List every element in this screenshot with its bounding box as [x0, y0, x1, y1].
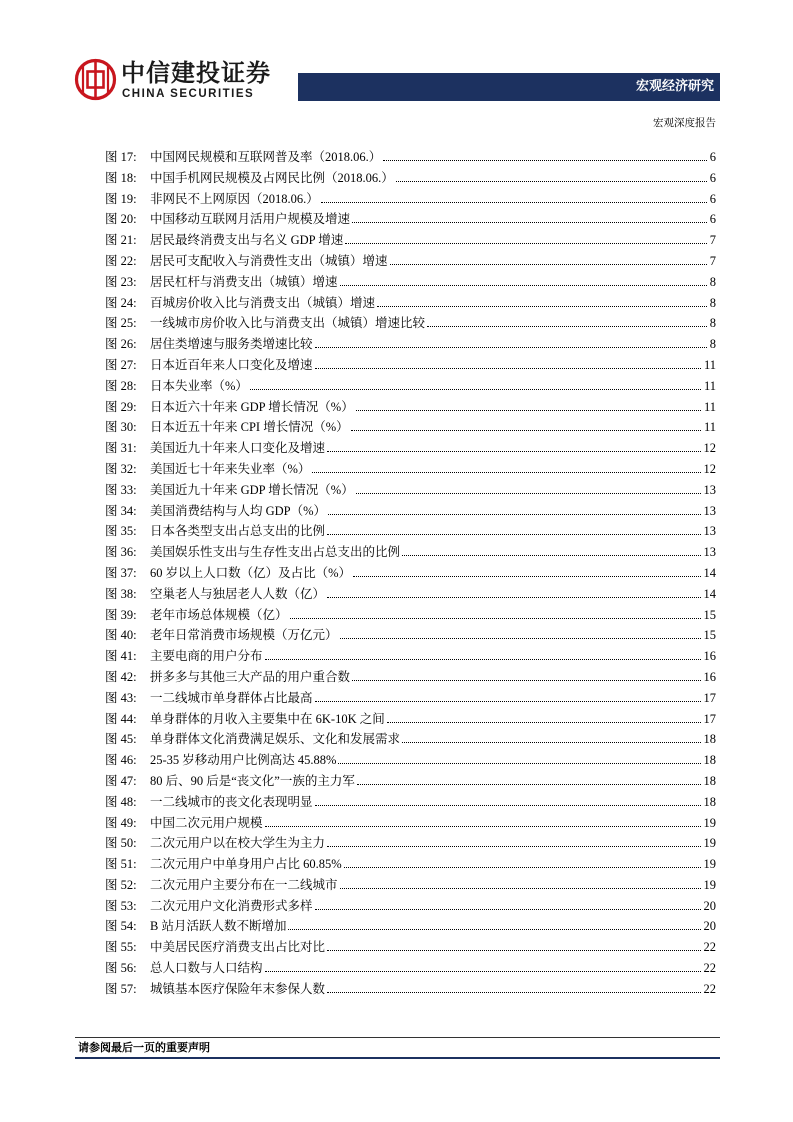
toc-figure-label: 图 49:: [105, 815, 137, 830]
toc-figure-label: 图 38:: [105, 586, 137, 601]
toc-figure-label: 图 24:: [105, 295, 137, 310]
toc-page-number: 18: [703, 732, 716, 747]
toc-dot-leader: [377, 306, 707, 307]
footer-divider-bottom: [75, 1057, 720, 1059]
toc-dot-leader: [352, 680, 700, 681]
brand-logo: [74, 57, 289, 103]
toc-figure-title: 单身群体的月收入主要集中在 6K-10K 之间: [150, 711, 385, 726]
toc-row[interactable]: [105, 584, 716, 605]
toc-figure-label: 图 36:: [105, 545, 137, 560]
toc-figure-label: 图 28:: [105, 378, 137, 393]
toc-figure-title: 日本失业率（%）: [150, 378, 248, 393]
toc-figure-label: 图 29:: [105, 399, 137, 414]
toc-figure-title: 居住类增速与服务类增速比较: [150, 337, 313, 352]
toc-dot-leader: [356, 493, 701, 494]
toc-figure-title: 二次元用户以在校大学生为主力: [150, 836, 326, 851]
toc-figure-title: 城镇基本医疗保险年末参保人数: [150, 981, 326, 996]
toc-page-number: 13: [703, 524, 716, 539]
toc-dot-leader: [340, 638, 701, 639]
toc-figure-label: 图 33:: [105, 482, 137, 497]
toc-figure-title: 老年日常消费市场规模（万亿元）: [150, 628, 338, 643]
toc-figure-title: 一二线城市的丧文化表现明显: [150, 794, 313, 809]
toc-figure-label: 图 47:: [105, 773, 137, 788]
toc-figure-title: 老年市场总体规模（亿）: [150, 607, 288, 622]
toc-figure-label: 图 55:: [105, 940, 137, 955]
toc-figure-label: 图 51:: [105, 857, 137, 872]
footer-divider-top: [75, 1037, 720, 1038]
toc-figure-label: 图 17:: [105, 150, 137, 164]
toc-row[interactable]: [105, 459, 716, 480]
toc-row[interactable]: [105, 438, 716, 459]
toc-figure-label: 图 52:: [105, 877, 137, 892]
toc-dot-leader: [340, 888, 701, 889]
toc-dot-leader: [327, 597, 700, 598]
section-title: 宏观经济研究: [635, 79, 714, 94]
toc-page-number: 7: [709, 233, 716, 248]
toc-page-number: 6: [709, 191, 716, 206]
toc-row[interactable]: [105, 313, 716, 334]
toc-row[interactable]: [105, 272, 716, 293]
toc-row[interactable]: [105, 147, 716, 168]
toc-dot-leader: [265, 659, 701, 660]
toc-figure-label: 图 23:: [105, 274, 137, 289]
toc-page-number: 6: [709, 170, 716, 185]
toc-dot-leader: [328, 514, 700, 515]
toc-figure-label: 图 37:: [105, 565, 137, 580]
toc-row[interactable]: [105, 688, 716, 709]
toc-page-number: 16: [703, 669, 716, 684]
toc-dot-leader: [315, 909, 701, 910]
toc-figure-title: 中国移动互联网月活用户规模及增速: [150, 212, 351, 227]
toc-page-number: 12: [703, 441, 716, 456]
toc-dot-leader: [327, 950, 700, 951]
toc-dot-leader: [427, 326, 707, 327]
logo-name-cn: 中信建投证券: [121, 59, 271, 87]
toc-figure-label: 图 53:: [105, 898, 137, 913]
toc-dot-leader: [312, 472, 700, 473]
toc-page-number: 17: [703, 711, 716, 726]
toc-figure-title: 百城房价收入比与消费支出（城镇）增速: [150, 295, 376, 310]
toc-page-number: 11: [703, 420, 716, 435]
toc-figure-label: 图 50:: [105, 836, 137, 851]
toc-dot-leader: [390, 264, 707, 265]
toc-figure-label: 图 39:: [105, 607, 137, 622]
toc-figure-label: 图 56:: [105, 961, 137, 976]
toc-dot-leader: [344, 867, 701, 868]
toc-row[interactable]: [105, 813, 716, 834]
toc-dot-leader: [338, 763, 700, 764]
toc-page-number: 18: [703, 753, 716, 768]
toc-figure-label: 图 35:: [105, 524, 137, 539]
toc-page-number: 20: [703, 919, 716, 934]
toc-dot-leader: [315, 368, 701, 369]
toc-page-number: 19: [703, 857, 716, 872]
toc-page-number: 8: [709, 316, 716, 331]
toc-figure-label: 图 43:: [105, 690, 137, 705]
toc-dot-leader: [387, 722, 701, 723]
toc-figure-label: 图 21:: [105, 233, 137, 248]
toc-row[interactable]: [105, 854, 716, 875]
toc-figure-title: 空巢老人与独居老人人数（亿）: [150, 586, 326, 601]
toc-page-number: 22: [703, 961, 716, 976]
toc-dot-leader: [265, 826, 701, 827]
toc-row[interactable]: [105, 916, 716, 937]
toc-figure-title: 单身群体文化消费满足娱乐、文化和发展需求: [150, 732, 401, 747]
toc-row[interactable]: [105, 209, 716, 230]
toc-figure-title: 二次元用户主要分布在一二线城市: [150, 877, 338, 892]
toc-figure-title: 二次元用户文化消费形式多样: [150, 898, 313, 913]
toc-row[interactable]: [105, 355, 716, 376]
toc-figure-title: 美国近九十年来 GDP 增长情况（%）: [150, 482, 354, 497]
toc-figure-label: 图 45:: [105, 732, 137, 747]
toc-figure-label: 图 48:: [105, 794, 137, 809]
toc-dot-leader: [315, 701, 701, 702]
toc-figure-label: 图 18:: [105, 170, 137, 185]
toc-row[interactable]: [105, 334, 716, 355]
toc-dot-leader: [352, 222, 707, 223]
toc-figure-title: 日本近百年来人口变化及增速: [150, 357, 313, 372]
toc-row[interactable]: [105, 750, 716, 771]
toc-page-number: 15: [703, 607, 716, 622]
toc-row[interactable]: [105, 937, 716, 958]
toc-page-number: 6: [709, 150, 716, 164]
logo-name-en: CHINA SECURITIES: [122, 88, 255, 100]
toc-figure-label: 图 30:: [105, 420, 137, 435]
toc-figure-title: 二次元用户中单身用户占比 60.85%: [150, 857, 342, 872]
toc-dot-leader: [265, 971, 701, 972]
toc-figure-title: 一二线城市单身群体占比最高: [150, 690, 313, 705]
toc-figure-title: 25-35 岁移动用户比例高达 45.88%: [150, 753, 337, 768]
toc-row[interactable]: [105, 979, 716, 1000]
toc-page-number: 19: [703, 815, 716, 830]
toc-row[interactable]: [105, 417, 716, 438]
toc-dot-leader: [250, 389, 701, 390]
header-bar: [298, 73, 720, 101]
toc-figure-title: 日本近六十年来 GDP 增长情况（%）: [150, 399, 354, 414]
toc-dot-leader: [340, 285, 707, 286]
toc-page-number: 22: [703, 981, 716, 996]
toc-dot-leader: [356, 410, 701, 411]
toc-page-number: 13: [703, 482, 716, 497]
toc-page-number: 11: [703, 357, 716, 372]
toc-row[interactable]: [105, 625, 716, 646]
toc-row[interactable]: [105, 251, 716, 272]
toc-row[interactable]: [105, 521, 716, 542]
toc-figure-title: 中国网民规模和互联网普及率（2018.06.）: [150, 150, 382, 164]
toc-dot-leader: [327, 846, 700, 847]
toc-figure-title: B 站月活跃人数不断增加: [150, 919, 287, 934]
toc-dot-leader: [327, 992, 700, 993]
toc-figure-label: 图 34:: [105, 503, 137, 518]
toc-row[interactable]: [105, 480, 716, 501]
toc-figure-title: 80 后、90 后是“丧文化”一族的主力军: [150, 773, 355, 788]
footer-disclaimer: 请参阅最后一页的重要声明: [78, 1042, 210, 1054]
toc-page-number: 22: [703, 940, 716, 955]
citic-emblem-icon: [74, 58, 117, 101]
toc-row[interactable]: [105, 833, 716, 854]
toc-dot-leader: [315, 805, 701, 806]
toc-row[interactable]: [105, 896, 716, 917]
toc-row[interactable]: [105, 667, 716, 688]
toc-figure-title: 日本各类型支出占总支出的比例: [150, 524, 326, 539]
toc-figure-title: 总人口数与人口结构: [150, 961, 263, 976]
toc-page-number: 6: [709, 212, 716, 227]
toc-dot-leader: [290, 618, 701, 619]
toc-figure-label: 图 20:: [105, 212, 137, 227]
toc-page-number: 18: [703, 773, 716, 788]
toc-dot-leader: [351, 430, 701, 431]
toc-dot-leader: [327, 534, 700, 535]
toc-figure-label: 图 46:: [105, 753, 137, 768]
toc-dot-leader: [383, 160, 706, 161]
toc-page-number: 14: [703, 565, 716, 580]
toc-figure-label: 图 42:: [105, 669, 137, 684]
report-type: 宏观深度报告: [653, 118, 716, 129]
toc-figure-label: 图 31:: [105, 441, 137, 456]
toc-row[interactable]: [105, 646, 716, 667]
toc-row[interactable]: [105, 168, 716, 189]
toc-row[interactable]: [105, 397, 716, 418]
toc-figure-title: 居民可支配收入与消费性支出（城镇）增速: [150, 253, 388, 268]
toc-page-number: 19: [703, 877, 716, 892]
toc-figure-title: 居民最终消费支出与名义 GDP 增速: [150, 233, 344, 248]
toc-figure-title: 一线城市房价收入比与消费支出（城镇）增速比较: [150, 316, 426, 331]
toc-figure-title: 居民杠杆与消费支出（城镇）增速: [150, 274, 338, 289]
toc-row[interactable]: [105, 293, 716, 314]
toc-dot-leader: [315, 347, 707, 348]
toc-figure-label: 图 26:: [105, 337, 137, 352]
toc-row[interactable]: [105, 501, 716, 522]
toc-row[interactable]: [105, 189, 716, 210]
toc-row[interactable]: [105, 792, 716, 813]
toc-page-number: 19: [703, 836, 716, 851]
toc-figure-title: 非网民不上网原因（2018.06.）: [150, 191, 319, 206]
toc-row[interactable]: [105, 771, 716, 792]
toc-figure-title: 60 岁以上人口数（亿）及占比（%）: [150, 565, 352, 580]
toc-page-number: 13: [703, 545, 716, 560]
toc-page-number: 15: [703, 628, 716, 643]
toc-dot-leader: [396, 181, 707, 182]
toc-figure-title: 中国二次元用户规模: [150, 815, 263, 830]
toc-dot-leader: [402, 555, 700, 556]
toc-page-number: 11: [703, 399, 716, 414]
toc-page-number: 16: [703, 649, 716, 664]
toc-page-number: 17: [703, 690, 716, 705]
toc-figure-label: 图 27:: [105, 357, 137, 372]
toc-row[interactable]: [105, 709, 716, 730]
toc-figure-title: 美国消费结构与人均 GDP（%）: [150, 503, 327, 518]
toc-dot-leader: [353, 576, 700, 577]
toc-figure-title: 拼多多与其他三大产品的用户重合数: [150, 669, 351, 684]
toc-figure-label: 图 25:: [105, 316, 137, 331]
toc-page-number: 8: [709, 274, 716, 289]
toc-row[interactable]: [105, 958, 716, 979]
toc-dot-leader: [402, 742, 700, 743]
toc-row[interactable]: [105, 563, 716, 584]
figure-list: [105, 147, 716, 1000]
toc-figure-title: 美国娱乐性支出与生存性支出占总支出的比例: [150, 545, 401, 560]
toc-row[interactable]: [105, 376, 716, 397]
toc-figure-label: 图 22:: [105, 253, 137, 268]
toc-page-number: 8: [709, 337, 716, 352]
toc-dot-leader: [321, 202, 707, 203]
toc-row[interactable]: [105, 875, 716, 896]
toc-row[interactable]: [105, 729, 716, 750]
toc-figure-label: 图 40:: [105, 628, 137, 643]
toc-figure-title: 美国近七十年来失业率（%）: [150, 461, 311, 476]
toc-figure-title: 中国手机网民规模及占网民比例（2018.06.）: [150, 170, 394, 185]
toc-page-number: 13: [703, 503, 716, 518]
toc-row[interactable]: [105, 542, 716, 563]
toc-page-number: 11: [703, 378, 716, 393]
toc-page-number: 12: [703, 461, 716, 476]
toc-figure-label: 图 19:: [105, 191, 137, 206]
toc-dot-leader: [327, 451, 700, 452]
toc-dot-leader: [357, 784, 701, 785]
toc-dot-leader: [345, 243, 706, 244]
toc-figure-title: 美国近九十年来人口变化及增速: [150, 441, 326, 456]
toc-dot-leader: [288, 929, 700, 930]
toc-page-number: 7: [709, 253, 716, 268]
toc-figure-title: 日本近五十年来 CPI 增长情况（%）: [150, 420, 349, 435]
toc-row[interactable]: [105, 605, 716, 626]
toc-figure-title: 主要电商的用户分布: [150, 649, 263, 664]
toc-row[interactable]: [105, 230, 716, 251]
toc-page-number: 20: [703, 898, 716, 913]
toc-figure-label: 图 54:: [105, 919, 137, 934]
toc-figure-label: 图 41:: [105, 649, 137, 664]
toc-page-number: 8: [709, 295, 716, 310]
toc-figure-title: 中美居民医疗消费支出占比对比: [150, 940, 326, 955]
toc-figure-label: 图 57:: [105, 981, 137, 996]
toc-figure-label: 图 32:: [105, 461, 137, 476]
toc-page-number: 14: [703, 586, 716, 601]
toc-page-number: 18: [703, 794, 716, 809]
toc-figure-label: 图 44:: [105, 711, 137, 726]
